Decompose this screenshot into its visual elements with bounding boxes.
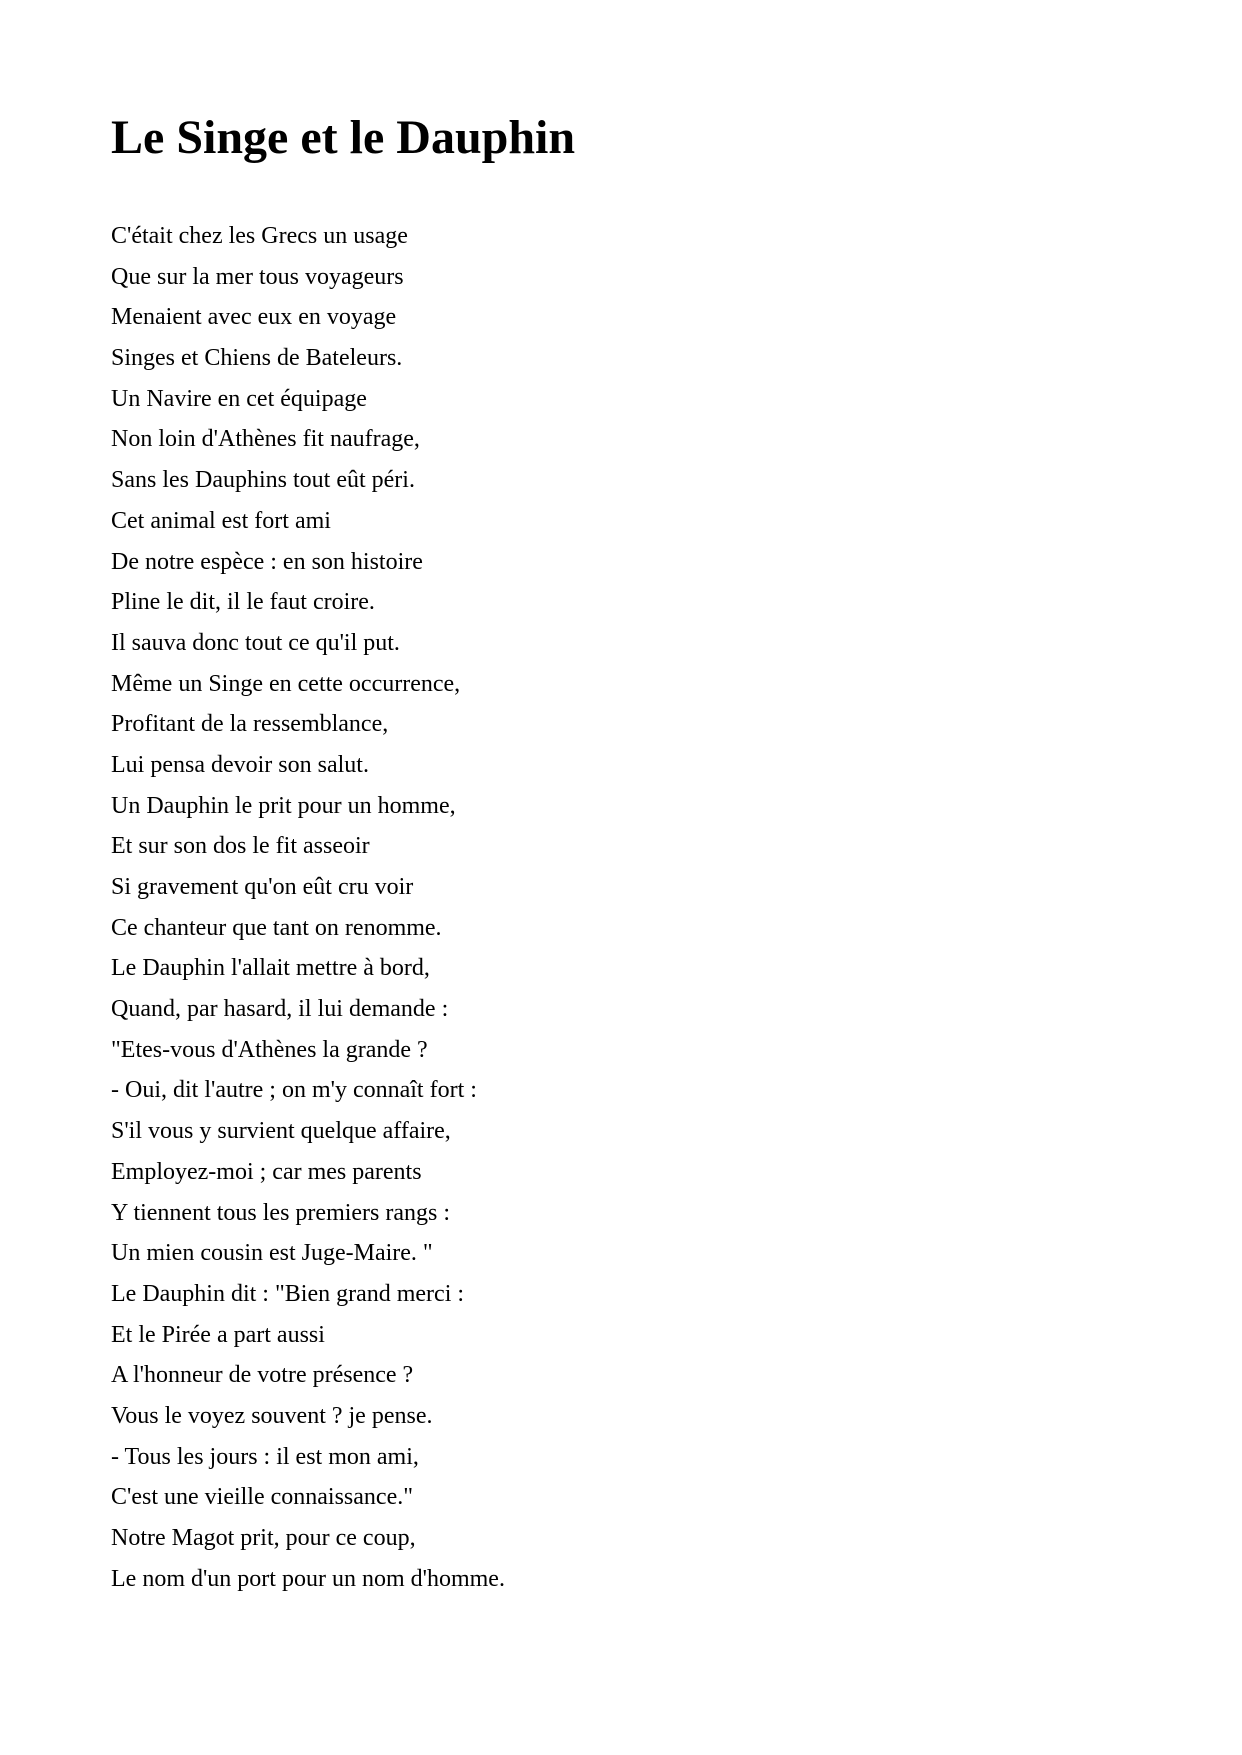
poem-line: Employez-moi ; car mes parents [111,1158,422,1185]
poem-line: - Tous les jours : il est mon ami, [111,1443,419,1470]
poem-line: Même un Singe en cette occurrence, [111,670,461,697]
poem-line: A l'honneur de votre présence ? [111,1362,414,1389]
poem-line: Un mien cousin est Juge-Maire. " [111,1240,433,1267]
poem-line: Vous le voyez souvent ? je pense. [111,1402,433,1429]
poem-line: Profitant de la ressemblance, [111,711,389,738]
poem-line: Que sur la mer tous voyageurs [111,263,404,290]
poem-line: Y tiennent tous les premiers rangs : [111,1199,451,1226]
poem-line: Menaient avec eux en voyage [111,304,397,331]
poem-line: Sans les Dauphins tout eût péri. [111,467,415,494]
poem-line: Cet animal est fort ami [111,507,331,534]
poem-line: Le Dauphin l'allait mettre à bord, [111,955,430,982]
poem-line: Pline le dit, il le faut croire. [111,589,375,616]
poem-line: Un Dauphin le prit pour un homme, [111,792,456,819]
poem-line: Si gravement qu'on eût cru voir [111,874,414,900]
poem-line: Le nom d'un port pour un nom d'homme. [111,1565,505,1592]
poem-line: Ce chanteur que tant on renomme. [111,914,442,941]
poem-line: Un Navire en cet équipage [111,385,367,412]
page-title: Le Singe et le Dauphin [111,111,576,164]
poem-line: Quand, par hasard, il lui demande : [111,996,449,1023]
poem-line: C'était chez les Grecs un usage [111,223,408,249]
poem-lines [111,216,505,1599]
poem-line: - Oui, dit l'autre ; on m'y connaît fort : [111,1077,477,1104]
poem-line: Il sauva donc tout ce qu'il put. [111,629,400,656]
poem-line: De notre espèce : en son histoire [111,548,423,575]
poem-line: Et sur son dos le fit asseoir [111,833,370,860]
poem-line: C'est une vieille connaissance." [111,1484,414,1511]
poem-line: Notre Magot prit, pour ce coup, [111,1525,416,1551]
poem-line: Le Dauphin dit : "Bien grand merci : [111,1280,465,1307]
poem-line: Singes et Chiens de Bateleurs. [111,345,403,372]
poem-line: "Etes-vous d'Athènes la grande ? [111,1036,428,1063]
poem-line: Lui pensa devoir son salut. [111,751,369,778]
poem-line: Non loin d'Athènes fit naufrage, [111,426,420,453]
poem-line: S'il vous y survient quelque affaire, [111,1118,451,1145]
poem-line: Et le Pirée a part aussi [111,1321,325,1348]
